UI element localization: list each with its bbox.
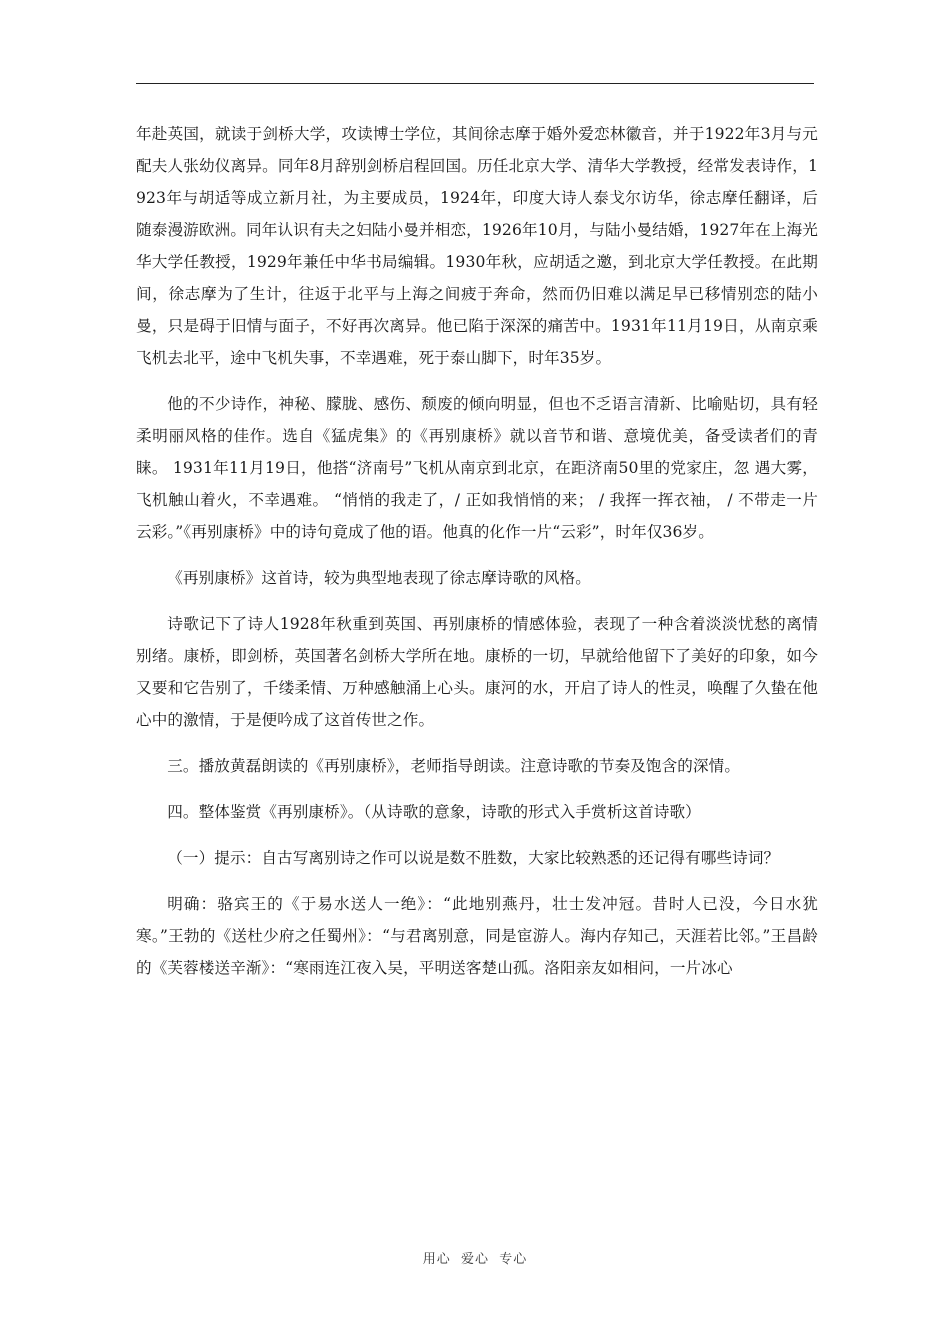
paragraph-poem-intro: 《再别康桥》这首诗，较为典型地表现了徐志摩诗歌的风格。	[167, 569, 591, 587]
paragraph-poetry-style: 他的不少诗作，神秘、朦胧、感伤、颓废的倾向明显，但也不乏语言清新、比喻贴切，具有轻柔明丽风格的佳作。选自《猛虎集》的《再别康桥》就以音节和谐、意境优美，备受读者们的青睐。 1931年11月19日，他搭“济南号”飞机从南京到北京，在距济南50里的党家庄，忽 遇大雾，飞机触山着火，不幸遇难。 “悄悄的我走了，/ 正如我悄悄的来； / 我挥一挥衣袖， / 不带走一片云彩。”《再别康桥》中的诗句竟成了他的语。他真的化作一片“云彩”，时年仅36岁。	[136, 395, 818, 541]
header-rule	[136, 83, 814, 84]
paragraph-biography: 年赴英国，就读于剑桥大学，攻读博士学位，其间徐志摩于婚外爱恋林徽音，并于1922年3月与元配夫人张幼仪离异。同年8月辞别剑桥启程回国。历任北京大学、清华大学教授，经常发表诗作，1923年与胡适等成立新月社，为主要成员，1924年，印度大诗人泰戈尔访华，徐志摩任翻译，后随泰漫游欧洲。同年认识有夫之妇陆小曼并相恋，1926年10月，与陆小曼结婚，1927年在上海光华大学任教授，1929年兼任中华书局编辑。1930年秋，应胡适之邀，到北京大学任教授。在此期间，徐志摩为了生计，往返于北平与上海之间疲于奔命，然而仍旧难以满足早已移情别恋的陆小曼，只是碍于旧情与面子，不好再次离异。他已陷于深深的痛苦中。1931年11月19日，从南京乘飞机去北平，途中飞机失事，不幸遇难，死于泰山脚下，时年35岁。	[136, 125, 818, 367]
paragraph-step-four: 四。整体鉴赏《再别康桥》。（从诗歌的意象，诗歌的形式入手赏析这首诗歌）	[167, 803, 701, 821]
document-body	[136, 118, 818, 984]
paragraph-step-three: 三。播放黄磊朗读的《再别康桥》，老师指导朗读。注意诗歌的节奏及饱含的深情。	[167, 757, 741, 775]
paragraph-hint: （一）提示：自古写离别诗之作可以说是数不胜数，大家比较熟悉的还记得有哪些诗词？	[167, 849, 780, 867]
page-footer: 用心 爱心 专心	[422, 1252, 528, 1267]
paragraph-answer: 明确：骆宾王的《于易水送人一绝》：“此地别燕丹，壮士发冲冠。昔时人已没，今日水犹寒。”王勃的《送杜少府之任蜀州》：“与君离别意，同是宦游人。海内存知己，天涯若比邻。”王昌龄的《芙蓉楼送辛渐》：“寒雨连江夜入吴，平明送客楚山孤。洛阳亲友如相问，一片冰心	[136, 895, 818, 977]
paragraph-poem-background: 诗歌记下了诗人1928年秋重到英国、再别康桥的情感体验，表现了一种含着淡淡忧愁的离情别绪。康桥，即剑桥，英国著名剑桥大学所在地。康桥的一切，早就给他留下了美好的印象，如今又要和它告别了，千缕柔情、万种感触涌上心头。康河的水，开启了诗人的性灵，唤醒了久蛰在他心中的激情，于是便吟成了这首传世之作。	[136, 615, 818, 729]
